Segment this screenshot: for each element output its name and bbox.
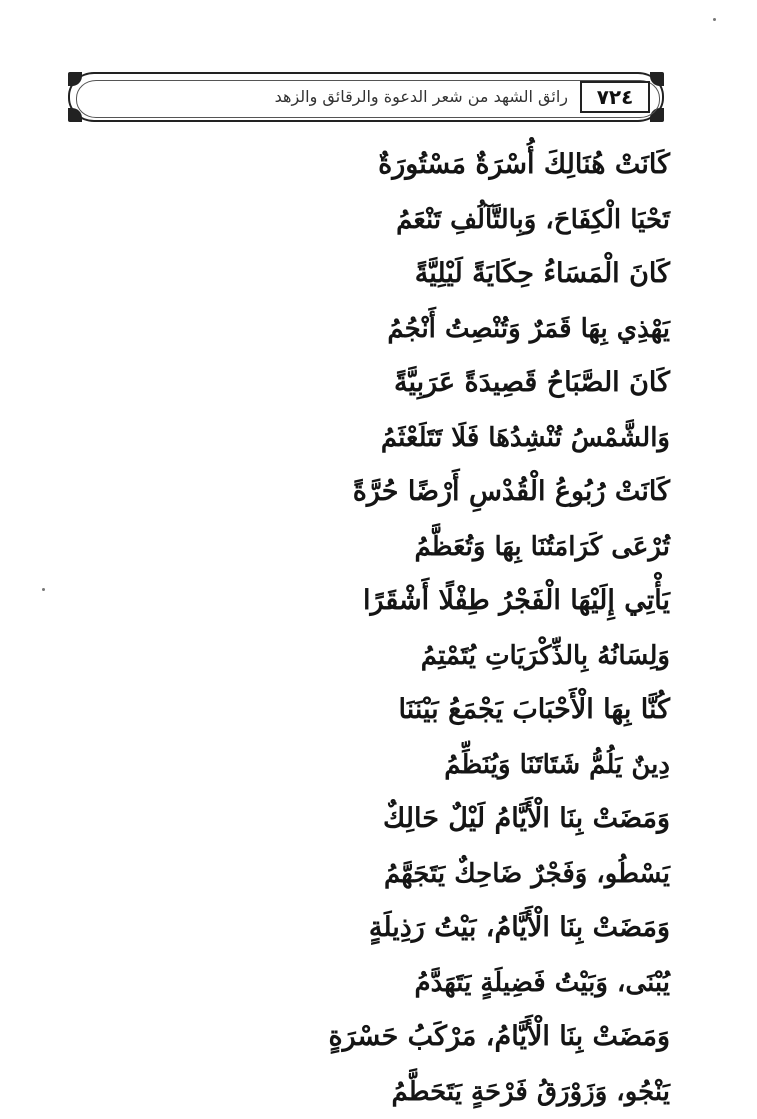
poem-line: يَنْجُو، وَزَوْرَقُ فَرْحَةٍ يَتَحَطَّمُ [60, 1065, 670, 1119]
poem-line: وَمَضَتْ بِنَا الْأَيَّامُ، بَيْتُ رَذِيلَةٍ [60, 901, 670, 956]
poem-line: كَانَتْ هُنَالِكَ أُسْرَةٌ مَسْتُورَةٌ [60, 138, 670, 193]
poem-line: كَانَتْ رُبُوعُ الْقُدْسِ أَرْضًا حُرَّةً [60, 465, 670, 520]
poem-line: يَأْتِي إِلَيْهَا الْفَجْرُ طِفْلًا أَشْقَرًا [60, 574, 670, 629]
poem-line: تَحْيَا الْكِفَاحَ، وَبِالتَّآلُفِ تَنْعَمُ [60, 193, 670, 248]
poem-line: دِينٌ يَلُمُّ شَتَاتَنَا وَيُنَظِّمُ [60, 738, 670, 793]
poem-line: تُرْعَى كَرَامَتُنَا بِهَا وَتُعَظَّمُ [60, 520, 670, 575]
poem-line: وَالشَّمْسُ تُنْشِدُهَا فَلَا تَتَلَعْثَمُ [60, 411, 670, 466]
poem-line: كَانَ الصَّبَاحُ قَصِيدَةً عَرَبِيَّةً [60, 356, 670, 411]
frame-corner-ornament [68, 72, 82, 86]
page-number: ٧٢٤ [580, 81, 650, 113]
running-title: رائق الشهد من شعر الدعوة والرقائق والزهد [98, 84, 568, 110]
page-header [68, 72, 664, 122]
poem-line: يَهْذِي بِهَا قَمَرٌ وَتُنْصِتُ أَنْجُمُ [60, 302, 670, 357]
poem-line: وَمَضَتْ بِنَا الْأَيَّامُ، مَرْكَبُ حَسْرَةٍ [60, 1010, 670, 1065]
poem-line: كُنَّا بِهَا الْأَحْبَابَ يَجْمَعُ بَيْنَنَا [60, 683, 670, 738]
poem-line: كَانَ الْمَسَاءُ حِكَايَةً لَيْلِيَّةً [60, 247, 670, 302]
poem-line: يُبْنَى، وَبَيْتُ فَضِيلَةٍ يَتَهَدَّمُ [60, 956, 670, 1011]
scan-speck [42, 588, 45, 591]
poem-body [60, 138, 670, 1119]
poem-line: وَلِسَانُهُ بِالذِّكْرَيَاتِ يُتَمْتِمُ [60, 629, 670, 684]
poem-line: وَمَضَتْ بِنَا الْأَيَّامُ لَيْلٌ حَالِكٌ [60, 792, 670, 847]
scan-speck [713, 18, 716, 21]
poem-line: يَسْطُو، وَفَجْرٌ ضَاحِكٌ يَتَجَهَّمُ [60, 847, 670, 902]
